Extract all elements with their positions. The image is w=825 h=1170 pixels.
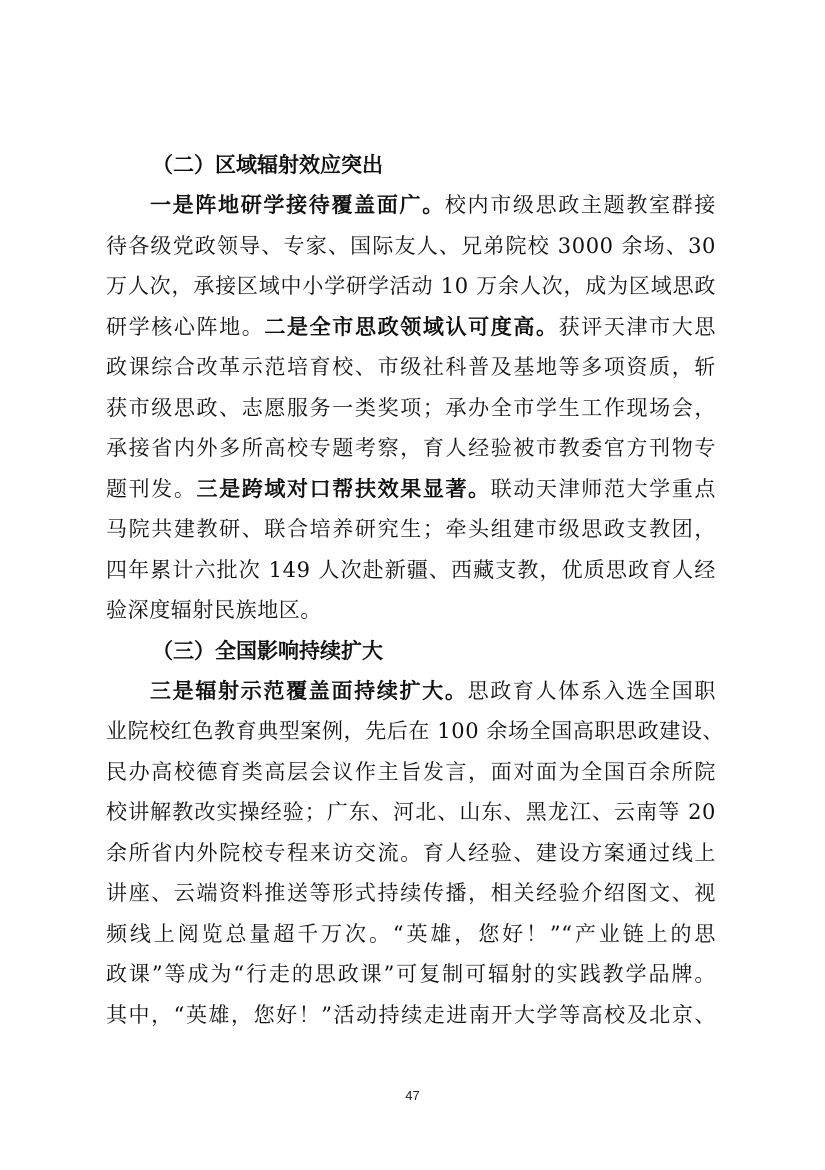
line-text: 题刊发。 [106, 476, 197, 501]
line-text: 频线上阅览总量超千万次。“英雄，您好！”“产业链上的思 [106, 921, 716, 946]
line-text: 思政育人体系入选全国职 [467, 678, 716, 703]
line-text: 研学核心阵地。 [106, 314, 265, 339]
paragraph-line [106, 833, 716, 874]
paragraph-line [106, 307, 716, 348]
paragraph-line [106, 388, 716, 429]
section-3-paragraph [106, 671, 725, 1036]
section-2-paragraph [106, 185, 716, 631]
paragraph-line [106, 914, 716, 955]
document-body [106, 145, 725, 1035]
paragraph-line [106, 711, 725, 752]
bold-lead-phrase: 三是辐射示范覆盖面持续扩大。 [150, 677, 468, 703]
section-heading-3: （三）全国影响持续扩大 [152, 637, 383, 663]
paragraph-line [106, 469, 716, 510]
paragraph-line [106, 509, 716, 550]
line-text: 验深度辐射民族地区。 [106, 598, 322, 622]
line-text: 校讲解教改实操经验；广东、河北、山东、黑龙江、云南等 20 [106, 800, 716, 824]
line-text: 其中，“英雄，您好！”活动持续走进南开大学等高校及北京、 [106, 1002, 716, 1027]
line-text: 待各级党政领导、专家、国际友人、兄弟院校 3000 余场、30 [106, 233, 716, 258]
line-text: 四年累计六批次 149 人次赴新疆、西藏支教，优质思政育人经 [106, 557, 716, 582]
paragraph-line [106, 428, 716, 469]
line-text: 政课”等成为“行走的思政课”可复制可辐射的实践教学品牌。 [106, 962, 716, 986]
line-text: 承接省内外多所高校专题考察，育人经验被市教委官方刊物专 [106, 436, 716, 460]
line-text: 校内市级思政主题教室群接 [444, 193, 716, 217]
paragraph-line [106, 995, 716, 1036]
line-text: 联动天津师范大学重点 [490, 476, 717, 501]
paragraph-line [106, 792, 716, 833]
line-text: 讲座、云端资料推送等形式持续传播，相关经验介绍图文、视 [106, 881, 716, 905]
paragraph-line [106, 752, 716, 793]
paragraph-line [106, 590, 716, 631]
bold-lead-phrase: 二是全市思政领域认可度高。 [264, 313, 559, 339]
line-text: 业院校红色教育典型案例，先后在 100 余场全国高职思政建设、 [106, 719, 725, 743]
page-number: 47 [405, 1088, 420, 1103]
paragraph-line [106, 954, 716, 995]
paragraph-line [106, 185, 716, 226]
line-text: 获市级思政、志愿服务一类奖项；承办全市学生工作现场会， [106, 395, 716, 420]
line-text: 马院共建教研、联合培养研究生；牵头组建市级思政支教团， [106, 517, 716, 541]
paragraph-line [106, 266, 716, 307]
paragraph-line [106, 550, 716, 591]
section-heading-2: （二）区域辐射效应突出 [152, 152, 383, 177]
paragraph-line [106, 226, 716, 267]
line-text: 余所省内外院校专程来访交流。育人经验、建设方案通过线上 [106, 840, 716, 865]
line-text: 政课综合改革示范培育校、市级社科普及基地等多项资质，斩 [106, 355, 716, 379]
paragraph-line [106, 347, 716, 388]
paragraph-line [106, 671, 716, 712]
line-text: 万人次，承接区域中小学研学活动 10 万余人次，成为区域思政 [106, 274, 716, 298]
paragraph-line [106, 873, 716, 914]
line-text: 获评天津市大思 [558, 314, 717, 339]
bold-lead-phrase: 一是阵地研学接待覆盖面广。 [150, 192, 445, 217]
bold-lead-phrase: 三是跨域对口帮扶效果显著。 [196, 475, 491, 501]
line-text: 民办高校德育类高层会议作主旨发言，面对面为全国百余所院 [106, 759, 716, 784]
